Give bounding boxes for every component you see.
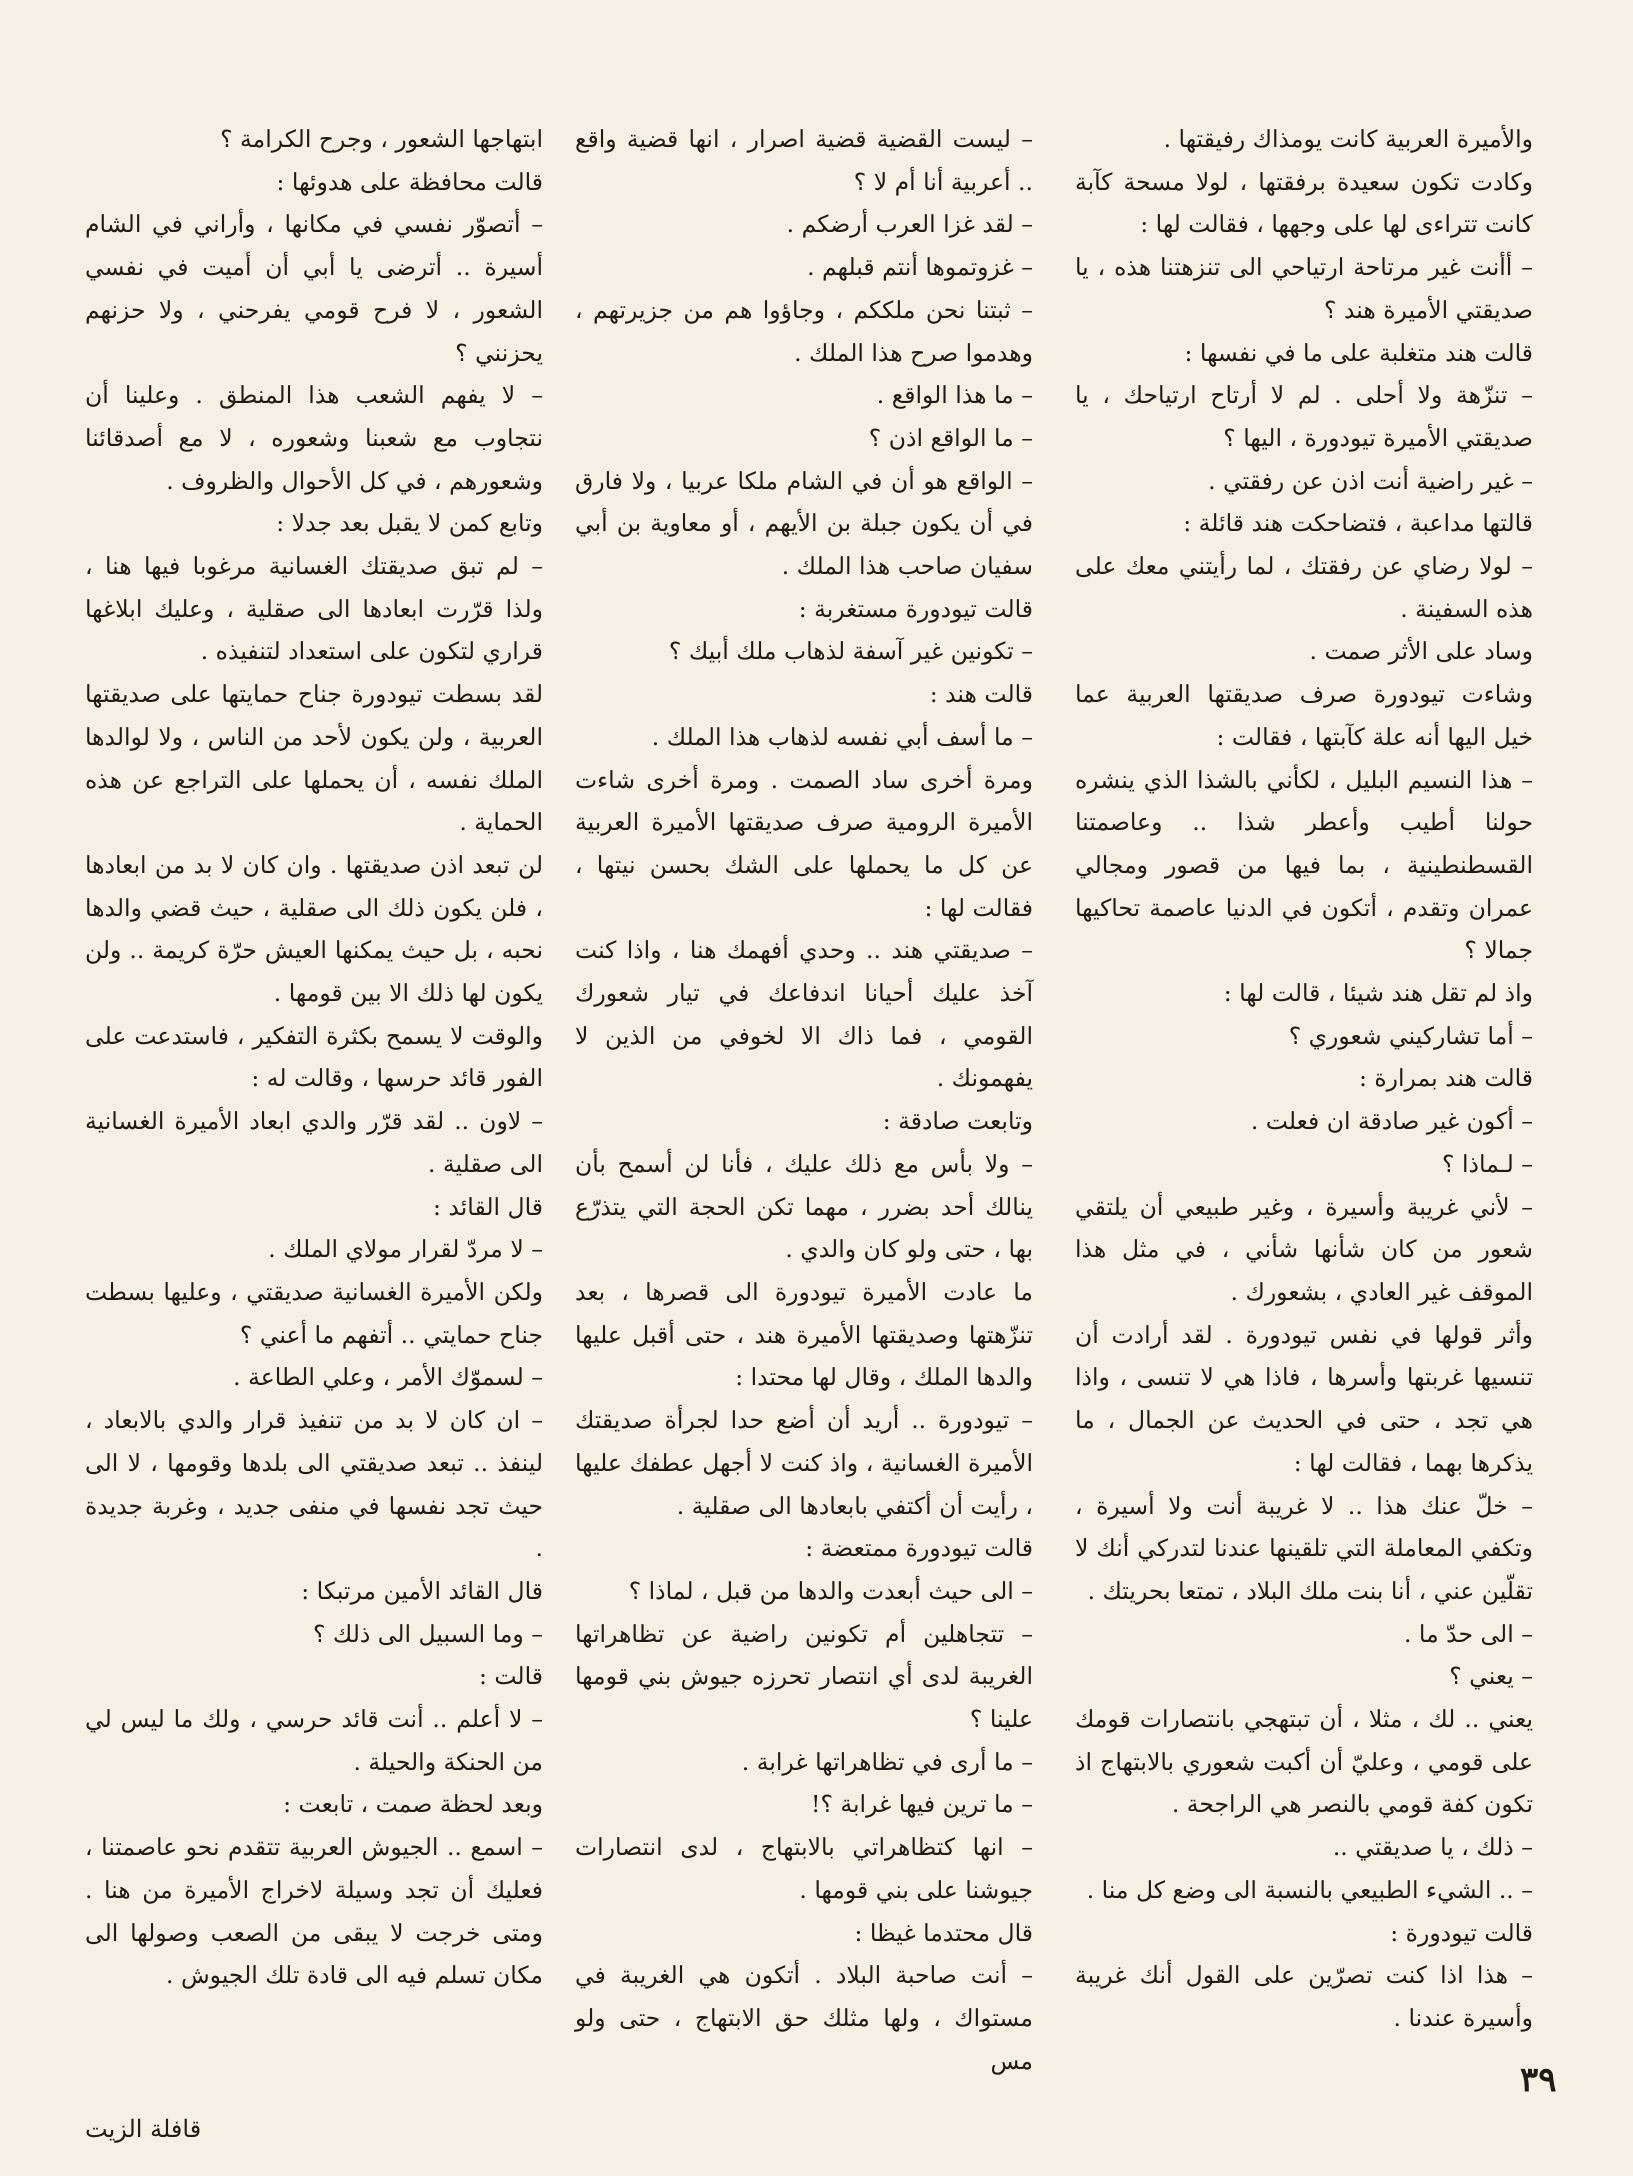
narrative-paragraph: والأميرة العربية كانت يومذاك رفيقتها . [1163,125,1533,153]
dialogue-line: – هذا اذا كنت تصرّين على القول أنك غريبة وأسيرة عندنا . [1075,1954,1533,2039]
text-column-left [85,118,543,2023]
dialogue-line: – لـماذا ؟ [1075,1143,1533,1186]
dialogue-line: – ما هذا الواقع . [575,374,1033,417]
dialogue-line: – تيودورة .. أريد أن أضع حدا لجرأة صديقتك الأميرة الغسانية ، واذ كنت لا أجهل عطفك عليها ، رأيت أن أكتفي بابعادها الى صقلية . [575,1399,1033,1527]
narrative-paragraph: وتابعت صادقة : [882,1107,1033,1136]
dialogue-line: – يعني ؟ [1075,1655,1533,1698]
dialogue-line: – خلّ عنك هذا .. لا غريبة أنت ولا أسيرة ، وتكفي المعاملة التي تلقينها عندنا لتدركي أنك لا تقلّين عني ، أنا بنت ملك البلاد ، تمتعا بحريتك . [1075,1485,1533,1613]
dialogue-line: – ما الواقع اذن ؟ [575,417,1033,460]
dialogue-line: – تكونين غير آسفة لذهاب ملك أبيك ؟ [575,630,1033,673]
narrative-paragraph: قالت : [478,1662,543,1691]
dialogue-line: – لقد غزا العرب أرضكم . [575,203,1033,246]
dialogue-line: – ان كان لا بد من تنفيذ قرار والدي بالابعاد ، لينفذ .. تبعد صديقتي الى بلدها وقومها ، لا الى حيث تجد نفسها في منفى جديد ، وغربة جديدة . [85,1399,543,1570]
dialogue-line: – هذا النسيم البليل ، لكأني بالشذا الذي ينشره حولنا أطيب وأعطر شذا .. وعاصمتنا القسطنطينية ، بما فيها من قصور ومجالي عمران وتقدم ، أتكون في الدنيا عاصمة تحاكيها جمالا ؟ [1075,759,1533,973]
dialogue-line: – ما أسف أبي نفسه لذهاب هذا الملك . [575,716,1033,759]
dialogue-line: – الى حدّ ما . [1075,1613,1533,1656]
dialogue-line: – تتجاهلين أم تكونين راضية عن تظاهراتها الغريبة لدى أي انتصار تحرزه جيوش بني قومها علينا ؟ [575,1613,1033,1741]
narrative-paragraph: قالت محافظة على هدوئها : [276,167,543,196]
magazine-name: قافلة الزيت [85,2115,202,2143]
dialogue-line: – ولا بأس مع ذلك عليك ، فأنا لن أسمح بأن ينالك أحد بضرر ، مهما تكن الحجة التي يتذرّع بها ، حتى ولو كان والدي . [575,1143,1033,1271]
dialogue-line: – لسموّك الأمر ، وعلي الطاعة . [85,1356,543,1399]
dialogue-line: – لا يفهم الشعب هذا المنطق . وعلينا أن نتجاوب مع شعبنا وشعوره ، لا مع أصدقائنا وشعورهم ، في كل الأحوال والظروف . [85,374,543,502]
narrative-paragraph: لقد بسطت تيودورة جناح حمايتها على صديقتها العربية ، ولن يكون لأحد من الناس ، ولا لوالدها الملك نفسه ، أن يحملها على التراجع عن هذه الحماية . [85,680,543,837]
dialogue-line: – لا أعلم .. أنت قائد حرسي ، ولك ما ليس لي من الحنكة والحيلة . [85,1698,543,1783]
dialogue-line: – الى حيث أبعدت والدها من قبل ، لماذا ؟ [575,1570,1033,1613]
dialogue-line: – .. الشيء الطبيعي بالنسبة الى وضع كل منا . [1075,1869,1533,1912]
text-column-right [1075,118,1533,2032]
dialogue-line: – اسمع .. الجيوش العربية تتقدم نحو عاصمتنا ، فعليك أن تجد وسيلة لاخراج الأميرة من هنا . ومتى خرجت لا يبقى من الصعب وصولها الى مكان تسلم فيه الى قادة تلك الجيوش . [85,1826,543,1997]
narrative-paragraph: وبعد لحظة صمت ، تابعت : [283,1790,543,1819]
narrative-paragraph: قالت هند : [929,680,1033,709]
dialogue-line: – وما السبيل الى ذلك ؟ [85,1613,543,1656]
dialogue-line: – ثبتنا نحن ملككم ، وجاؤوا هم من جزيرتهم ، وهدموا صرح هذا الملك . [575,289,1033,374]
narrative-paragraph: ولكن الأميرة الغسانية صديقتي ، وعليها بسطت جناح حمايتي .. أتفهم ما أعني ؟ [85,1277,543,1349]
dialogue-line: – أنت صاحبة البلاد . أتكون هي الغريبة في مستواك ، ولها مثلك حق الابتهاج ، حتى ولو مس [575,1954,1033,2082]
dialogue-line: – ليست القضية قضية اصرار ، انها قضية واقع .. أعربية أنا أم لا ؟ [575,118,1033,203]
narrative-paragraph: قالت هند متغلبة على ما في نفسها : [1184,338,1533,367]
dialogue-line: – أكون غير صادقة ان فعلت . [1075,1100,1533,1143]
dialogue-line: – غير راضية أنت اذن عن رفقتي . [1075,460,1533,503]
narrative-paragraph: قال القائد الأمين مرتبكا : [301,1576,543,1605]
narrative-paragraph: قال محتدما غيظا : [854,1918,1033,1947]
dialogue-line: – ما أرى في تظاهراتها غرابة . [575,1741,1033,1784]
page-number: ٣٩ [1520,2060,1557,2100]
narrative-paragraph: قالت تيودورة ممتعضة : [805,1534,1033,1563]
dialogue-line: – غزوتموها أنتم قبلهم . [575,246,1033,289]
text-column-middle [575,118,1033,2075]
dialogue-line: – لا مردّ لقرار مولاي الملك . [85,1228,543,1271]
dialogue-line: – ذلك ، يا صديقتي .. [1075,1826,1533,1869]
dialogue-line: – ما ترين فيها غرابة ؟! [575,1783,1033,1826]
dialogue-line: – لولا رضاي عن رفقتك ، لما رأيتني معك على هذه السفينة . [1075,545,1533,630]
dialogue-line: – لأني غريبة وأسيرة ، وغير طبيعي أن يلتقي شعور من كان شأنها شأني ، في مثل هذا الموقف غير العادي ، بشعورك . [1075,1186,1533,1314]
narrative-paragraph: قالت تيودورة : [1390,1918,1533,1947]
dialogue-line: – لاون .. لقد قرّر والدي ابعاد الأميرة الغسانية الى صقلية . [85,1100,543,1185]
narrative-paragraph: وأثر قولها في نفس تيودورة . لقد أرادت أن تنسيها غربتها وأسرها ، فاذا هي لا تنسى ، واذا هي تجد ، حتى في الحديث عن الجمال ، ما يذكرها بهما ، فقالت لها : [1075,1320,1533,1477]
dialogue-line: – صديقتي هند .. وحدي أفهمك هنا ، واذا كنت آخذ عليك أحيانا اندفاعك في تيار شعورك القومي ، فما ذاك الا لخوفي من الذين لا يفهمونك . [575,929,1033,1100]
narrative-paragraph: قال القائد : [433,1192,543,1221]
narrative-paragraph: واذ لم تقل هند شيئا ، قالت لها : [1223,979,1533,1008]
narrative-paragraph: وشاءت تيودورة صرف صديقتها العربية عما خيل اليها أنه علة كآبتها ، فقالت : [1075,680,1533,751]
narrative-paragraph: قالتها مداعبة ، فتضاحكت هند قائلة : [1183,509,1533,538]
dialogue-line: – لم تبق صديقتك الغسانية مرغوبا فيها هنا ، ولذا قرّرت ابعادها الى صقلية ، وعليك ابلاغها قراري لتكون على استعداد لتنفيذه . [85,545,543,673]
narrative-paragraph: قالت تيودورة مستغربة : [798,594,1033,623]
narrative-paragraph: ابتهاجها الشعور ، وجرح الكرامة ؟ [220,125,543,153]
narrative-paragraph: وكادت تكون سعيدة برفقتها ، لولا مسحة كآبة كانت تتراءى لها على وجهها ، فقالت لها : [1075,167,1533,239]
dialogue-line: – الواقع هو أن في الشام ملكا عربيا ، ولا فارق في أن يكون جبلة بن الأيهم ، أو معاوية بن أبي سفيان صاحب هذا الملك . [575,460,1033,588]
narrative-paragraph: ما عادت الأميرة تيودورة الى قصرها ، بعد تنزّهتها وصديقتها الأميرة هند ، حتى أقبل عليها والدها الملك ، وقال لها محتدا : [575,1277,1033,1392]
dialogue-line: – أما تشاركيني شعوري ؟ [1075,1015,1533,1058]
narrative-paragraph: يعني .. لك ، مثلا ، أن تبتهجي بانتصارات قومك على قومي ، وعليّ أن أكبت شعوري بالابتهاج اذ تكون كفة قومي بالنصر هي الراجحة . [1075,1705,1533,1819]
narrative-paragraph: والوقت لا يسمح بكثرة التفكير ، فاستدعت على الفور قائد حرسها ، وقالت له : [85,1021,543,1093]
narrative-paragraph: وتابع كمن لا يقبل بعد جدلا : [276,509,543,538]
dialogue-line: – أتصوّر نفسي في مكانها ، وأراني في الشام أسيرة .. أترضى يا أبي أن أميت في نفسي الشعور ، لا فرح قومي يفرحني ، ولا حزنهم يحزنني ؟ [85,203,543,374]
narrative-paragraph: ومرة أخرى ساد الصمت . ومرة أخرى شاءت الأميرة الرومية صرف صديقتها الأميرة العربية عن كل ما يحملها على الشك بحسن نيتها ، فقالت لها : [575,765,1033,922]
narrative-paragraph: لن تبعد اذن صديقتها . وان كان لا بد من ابعادها ، فلن يكون ذلك الى صقلية ، حيث قضي والدها نحبه ، بل حيث يمكنها العيش حرّة كريمة .. ولن يكون لها ذلك الا بين قومها . [85,850,543,1008]
narrative-paragraph: قالت هند بمرارة : [1358,1064,1533,1093]
dialogue-line: – أأنت غير مرتاحة ارتياحي الى تنزهتنا هذه ، يا صديقتي الأميرة هند ؟ [1075,246,1533,331]
narrative-paragraph: وساد على الأثر صمت . [1309,637,1533,666]
dialogue-line: – تنزّهة ولا أحلى . لم لا أرتاح ارتياحك ، يا صديقتي الأميرة تيودورة ، اليها ؟ [1075,374,1533,459]
dialogue-line: – انها كتظاهراتي بالابتهاج ، لدى انتصارات جيوشنا على بني قومها . [575,1826,1033,1911]
